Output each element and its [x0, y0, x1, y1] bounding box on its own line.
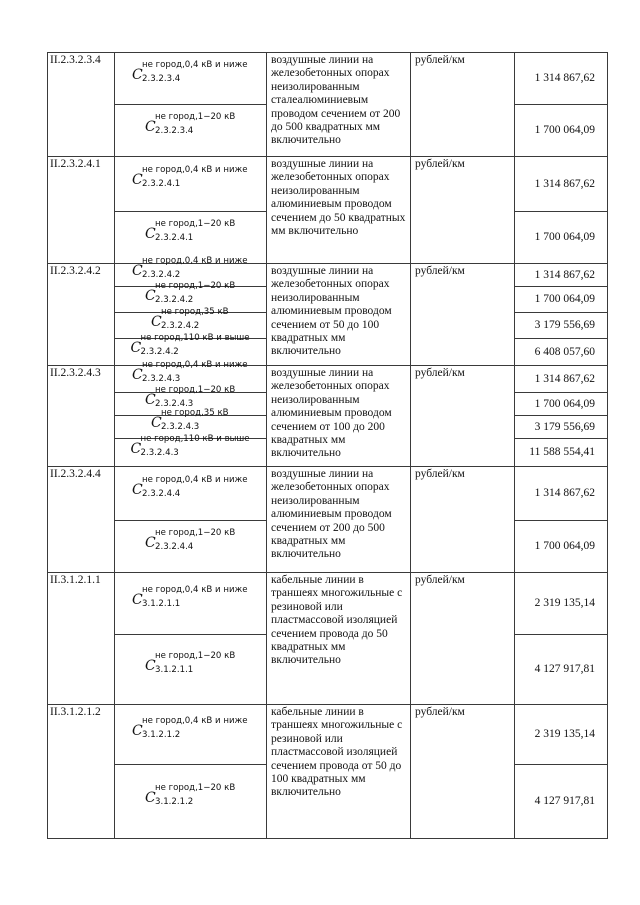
- table-row: [48, 157, 608, 212]
- line-description: воздушные линии на железобетонных опорах неизолированным алюминиевым проводом сечением от 100 до 200 квадратных мм включительно: [267, 366, 411, 467]
- formula-symbol: C: [145, 657, 156, 674]
- rate-formula: [145, 650, 236, 681]
- formula-symbol: C: [145, 287, 156, 304]
- rate-value: 3 179 556,69: [515, 313, 608, 339]
- formula-superscript: не город,1−20 кВ: [155, 280, 236, 291]
- rate-value: 1 314 867,62: [515, 467, 608, 521]
- formula-superscript: не город,1−20 кВ: [155, 385, 236, 395]
- formula-symbol: C: [132, 367, 143, 383]
- formula-symbol: C: [132, 263, 143, 279]
- table-row: [48, 705, 608, 765]
- unit-label: рублей/км: [411, 467, 515, 573]
- line-description: воздушные линии на железобетонных опорах неизолированным алюминиевым проводом сечением до 50 квадратных мм включительно: [267, 157, 411, 264]
- unit-label: рублей/км: [411, 157, 515, 264]
- rate-value: 1 700 064,09: [515, 105, 608, 157]
- formula-subscript: 2.3.2.4.2: [155, 294, 194, 305]
- item-code: II.3.1.2.1.1: [48, 573, 115, 705]
- formula-symbol: C: [130, 340, 142, 356]
- rate-formula: [145, 218, 236, 249]
- rate-value: 1 314 867,62: [515, 366, 608, 393]
- formula-superscript: не город,1−20 кВ: [155, 650, 236, 661]
- line-description: воздушные линии на железобетонных опорах неизолированным сталеалюминиевым проводом сечением от 200 до 500 квадратных мм включительно: [267, 53, 411, 157]
- line-description: воздушные линии на железобетонных опорах неизолированным алюминиевым проводом сечением от 200 до 500 квадратных мм включительно: [267, 467, 411, 573]
- table-row: [48, 264, 608, 287]
- formula-cell: [115, 467, 267, 521]
- formula-cell: [115, 433, 267, 467]
- formula-superscript: не город,35 кВ: [161, 408, 229, 418]
- item-code: II.2.3.2.4.1: [48, 157, 115, 264]
- formula-subscript: 3.1.2.1.1: [142, 598, 181, 609]
- table-row: [48, 467, 608, 521]
- formula-symbol: C: [132, 591, 143, 608]
- formula-cell: [115, 521, 267, 573]
- formula-symbol: C: [151, 313, 162, 330]
- rate-formula: [130, 433, 251, 464]
- formula-superscript: не город,1−20 кВ: [155, 782, 236, 793]
- formula-subscript: 2.3.2.4.1: [142, 179, 181, 189]
- formula-superscript: не город,0,4 кВ и ниже: [142, 584, 248, 595]
- formula-subscript: 2.3.2.4.4: [142, 488, 181, 499]
- rate-formula: [145, 782, 236, 813]
- rate-value: 2 319 135,14: [515, 573, 608, 635]
- rate-value: 1 700 064,09: [515, 212, 608, 264]
- formula-symbol: C: [145, 789, 156, 806]
- rate-formula: [132, 715, 249, 746]
- formula-cell: [115, 53, 267, 105]
- rate-value: 1 314 867,62: [515, 157, 608, 212]
- rate-formula: [132, 165, 249, 195]
- formula-symbol: C: [132, 66, 143, 83]
- formula-symbol: C: [132, 172, 143, 188]
- formula-symbol: C: [145, 225, 156, 242]
- formula-symbol: C: [145, 392, 156, 408]
- unit-label: рублей/км: [411, 366, 515, 467]
- item-code: II.2.3.2.4.4: [48, 467, 115, 573]
- item-code: II.3.1.2.1.2: [48, 705, 115, 839]
- formula-symbol: C: [132, 481, 143, 498]
- rate-value: 1 314 867,62: [515, 264, 608, 287]
- table-row: [48, 53, 608, 105]
- rate-value: 3 179 556,69: [515, 416, 608, 439]
- formula-superscript: не город,0,4 кВ и ниже: [142, 165, 248, 175]
- rate-value: 1 314 867,62: [515, 53, 608, 105]
- formula-subscript: 3.1.2.1.2: [142, 729, 181, 740]
- formula-subscript: 2.3.2.4.3: [161, 422, 200, 432]
- rate-formula: [145, 527, 236, 558]
- formula-subscript: 2.3.2.4.3: [155, 399, 194, 409]
- formula-symbol: C: [145, 118, 156, 135]
- formula-cell: [115, 705, 267, 765]
- formula-superscript: не город,110 кВ и выше: [140, 433, 250, 444]
- unit-label: рублей/км: [411, 573, 515, 705]
- rate-value: 2 319 135,14: [515, 705, 608, 765]
- item-code: II.2.3.2.3.4: [48, 53, 115, 157]
- formula-symbol: C: [130, 440, 142, 457]
- formula-superscript: не город,0,4 кВ и ниже: [142, 474, 248, 485]
- rate-value: 11 588 554,41: [515, 439, 608, 467]
- formula-superscript: не город,0,4 кВ и ниже: [142, 360, 248, 370]
- formula-cell: [115, 105, 267, 157]
- formula-cell: [115, 573, 267, 635]
- formula-subscript: 2.3.2.4.4: [155, 541, 194, 552]
- formula-subscript: 2.3.2.4.2: [140, 347, 179, 357]
- formula-superscript: не город,0,4 кВ и ниже: [142, 256, 248, 266]
- line-description: кабельные линии в траншеях многожильные с резиновой или пластмассовой изоляцией сечением провода от 50 до 100 квадратных мм включительно: [267, 705, 411, 839]
- formula-superscript: не город,110 кВ и выше: [140, 333, 250, 343]
- formula-subscript: 3.1.2.1.2: [155, 796, 194, 807]
- formula-symbol: C: [132, 722, 143, 739]
- formula-subscript: 2.3.2.3.4: [142, 73, 181, 84]
- formula-subscript: 2.3.2.4.1: [155, 232, 194, 243]
- rate-formula: [132, 59, 249, 90]
- tariff-table: [47, 52, 608, 839]
- formula-superscript: не город,1−20 кВ: [155, 218, 236, 229]
- item-code: II.2.3.2.4.2: [48, 264, 115, 366]
- rate-value: 4 127 917,81: [515, 635, 608, 705]
- rate-value: 1 700 064,09: [515, 521, 608, 573]
- rate-value: 6 408 057,60: [515, 339, 608, 366]
- formula-cell: [115, 635, 267, 705]
- formula-symbol: C: [145, 534, 156, 551]
- formula-subscript: 2.3.2.3.4: [155, 125, 194, 136]
- item-code: II.2.3.2.4.3: [48, 366, 115, 467]
- formula-subscript: 3.1.2.1.1: [155, 664, 194, 675]
- line-description: кабельные линии в траншеях многожильные с резиновой или пластмассовой изоляцией сечением провода до 50 квадратных мм включительно: [267, 573, 411, 705]
- rate-value: 1 700 064,09: [515, 393, 608, 416]
- formula-cell: [115, 765, 267, 839]
- formula-superscript: не город,1−20 кВ: [155, 527, 236, 538]
- formula-superscript: не город,0,4 кВ и ниже: [142, 715, 248, 726]
- table-row: [48, 366, 608, 393]
- formula-cell: [115, 157, 267, 212]
- rate-formula: [132, 474, 249, 505]
- formula-subscript: 2.3.2.4.2: [161, 320, 200, 331]
- unit-label: рублей/км: [411, 705, 515, 839]
- formula-superscript: не город,35 кВ: [161, 306, 229, 317]
- table-row: [48, 573, 608, 635]
- line-description: воздушные линии на железобетонных опорах неизолированным алюминиевым проводом сечением от 50 до 100 квадратных мм включительно: [267, 264, 411, 366]
- unit-label: рублей/км: [411, 53, 515, 157]
- unit-label: рублей/км: [411, 264, 515, 366]
- formula-subscript: 2.3.2.4.3: [140, 447, 179, 458]
- formula-superscript: не город,1−20 кВ: [155, 111, 236, 122]
- formula-symbol: C: [151, 415, 162, 431]
- rate-value: 4 127 917,81: [515, 765, 608, 839]
- rate-formula: [145, 111, 236, 142]
- formula-subscript: 2.3.2.4.3: [142, 374, 181, 384]
- rate-formula: [132, 584, 249, 615]
- formula-subscript: 2.3.2.4.2: [142, 270, 181, 280]
- rate-value: 1 700 064,09: [515, 287, 608, 313]
- formula-superscript: не город,0,4 кВ и ниже: [142, 59, 248, 70]
